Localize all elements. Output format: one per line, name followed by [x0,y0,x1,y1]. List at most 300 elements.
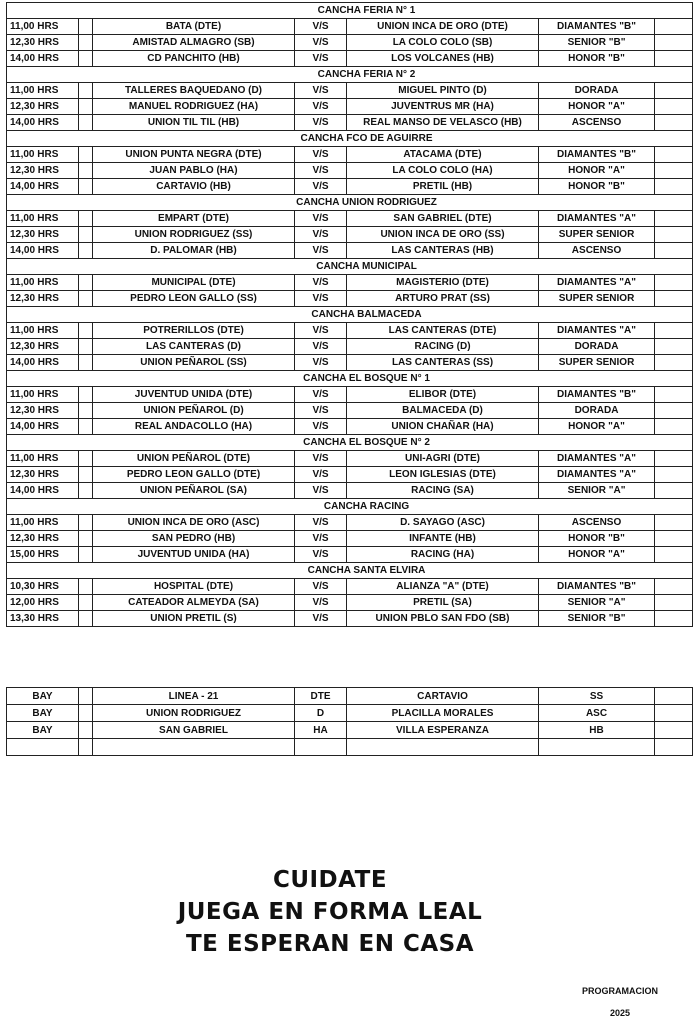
blank-cell [79,611,93,627]
blank-cell [79,739,93,756]
home-team: AMISTAD ALMAGRO (SB) [93,35,295,51]
match-time: 14,00 HRS [7,179,79,195]
blank-cell [655,291,693,307]
match-row [7,275,693,291]
blank-cell [655,739,693,756]
home-team: CARTAVIO (HB) [93,179,295,195]
header-spacer [655,307,693,323]
match-time: 11,00 HRS [7,211,79,227]
programming-footer [570,980,670,1024]
away-team: ARTURO PRAT (SS) [347,291,539,307]
blank-cell [79,705,93,722]
match-category: HONOR "A" [539,547,655,563]
match-time: 11,00 HRS [7,515,79,531]
blank-cell [655,595,693,611]
bay-row [7,688,693,705]
versus-label: V/S [295,147,347,163]
match-time: 12,30 HRS [7,163,79,179]
header-spacer [655,259,693,275]
match-time: 14,00 HRS [7,51,79,67]
home-team: JUVENTUD UNIDA (HA) [93,547,295,563]
versus-label: V/S [295,595,347,611]
bay-empty-row [7,739,693,756]
away-team: UNI-AGRI (DTE) [347,451,539,467]
bay-team: LINEA - 21 [93,688,295,705]
versus-label: V/S [295,275,347,291]
bay-category: HB [539,722,655,739]
match-row [7,115,693,131]
versus-label: V/S [295,163,347,179]
match-category: DIAMANTES "B" [539,19,655,35]
match-category: SENIOR "A" [539,595,655,611]
away-team: RACING (D) [347,339,539,355]
away-team: RACING (SA) [347,483,539,499]
match-time: 11,00 HRS [7,147,79,163]
versus-label: V/S [295,483,347,499]
blank-cell [655,387,693,403]
away-team: ATACAMA (DTE) [347,147,539,163]
versus-label: V/S [295,579,347,595]
blank-cell [655,83,693,99]
match-category: SENIOR "B" [539,611,655,627]
venue-name: CANCHA FCO DE AGUIRRE [79,131,655,147]
blank-cell [79,99,93,115]
blank-cell [93,739,295,756]
match-row [7,515,693,531]
away-team: ALIANZA "A" (DTE) [347,579,539,595]
match-category: SENIOR "B" [539,35,655,51]
blank-cell [655,19,693,35]
bay-team-2: VILLA ESPERANZA [347,722,539,739]
away-team: MAGISTERIO (DTE) [347,275,539,291]
venue-name: CANCHA FERIA N° 1 [79,3,655,19]
match-time: 12,30 HRS [7,35,79,51]
home-team: POTRERILLOS (DTE) [93,323,295,339]
match-category: DIAMANTES "A" [539,451,655,467]
match-row [7,451,693,467]
blank-cell [79,419,93,435]
header-spacer [7,3,79,19]
venue-header-row [7,3,693,19]
versus-label: V/S [295,339,347,355]
match-row [7,595,693,611]
match-row [7,547,693,563]
bay-code: HA [295,722,347,739]
match-time: 12,30 HRS [7,531,79,547]
blank-cell [79,211,93,227]
match-row [7,83,693,99]
venue-name: CANCHA BALMACEDA [79,307,655,323]
versus-label: V/S [295,531,347,547]
blank-cell [7,739,79,756]
closing-message [0,864,660,960]
away-team: PRETIL (SA) [347,595,539,611]
match-category: SUPER SENIOR [539,355,655,371]
blank-cell [655,99,693,115]
home-team: REAL ANDACOLLO (HA) [93,419,295,435]
bay-team-2: CARTAVIO [347,688,539,705]
match-row [7,387,693,403]
versus-label: V/S [295,515,347,531]
bay-table [6,687,693,756]
bay-section [6,687,692,756]
away-team: JUVENTRUS MR (HA) [347,99,539,115]
venue-header-row [7,563,693,579]
match-category: SENIOR "A" [539,483,655,499]
versus-label: V/S [295,99,347,115]
blank-cell [79,51,93,67]
blank-cell [79,531,93,547]
away-team: BALMACEDA (D) [347,403,539,419]
header-spacer [655,499,693,515]
home-team: CATEADOR ALMEYDA (SA) [93,595,295,611]
blank-cell [655,611,693,627]
message-line-2: JUEGA EN FORMA LEAL [177,899,483,925]
match-time: 11,00 HRS [7,83,79,99]
home-team: CD PANCHITO (HB) [93,51,295,67]
blank-cell [655,403,693,419]
venue-name: CANCHA EL BOSQUE N° 1 [79,371,655,387]
bay-code: D [295,705,347,722]
header-spacer [655,67,693,83]
blank-cell [79,515,93,531]
blank-cell [655,483,693,499]
header-spacer [655,195,693,211]
away-team: UNION PBLO SAN FDO (SB) [347,611,539,627]
home-team: BATA (DTE) [93,19,295,35]
match-row [7,403,693,419]
header-spacer [7,563,79,579]
blank-cell [79,595,93,611]
blank-cell [655,227,693,243]
match-time: 14,00 HRS [7,355,79,371]
blank-cell [655,355,693,371]
home-team: HOSPITAL (DTE) [93,579,295,595]
home-team: JUVENTUD UNIDA (DTE) [93,387,295,403]
match-time: 14,00 HRS [7,483,79,499]
venue-name: CANCHA FERIA N° 2 [79,67,655,83]
away-team: UNION CHAÑAR (HA) [347,419,539,435]
away-team: LAS CANTERAS (SS) [347,355,539,371]
versus-label: V/S [295,611,347,627]
home-team: EMPART (DTE) [93,211,295,227]
venue-name: CANCHA EL BOSQUE N° 2 [79,435,655,451]
venue-header-row [7,435,693,451]
match-time: 14,00 HRS [7,115,79,131]
venue-header-row [7,67,693,83]
home-team: PEDRO LEON GALLO (DTE) [93,467,295,483]
match-row [7,163,693,179]
match-row [7,227,693,243]
blank-cell [79,722,93,739]
away-team: UNION INCA DE ORO (DTE) [347,19,539,35]
match-time: 11,00 HRS [7,275,79,291]
match-category: HONOR "B" [539,531,655,547]
bay-team-2: PLACILLA MORALES [347,705,539,722]
away-team: D. SAYAGO (ASC) [347,515,539,531]
away-team: INFANTE (HB) [347,531,539,547]
blank-cell [79,83,93,99]
away-team: LA COLO COLO (SB) [347,35,539,51]
match-category: DIAMANTES "B" [539,147,655,163]
message-line-3: TE ESPERAN EN CASA [185,931,475,957]
match-row [7,611,693,627]
home-team: TALLERES BAQUEDANO (D) [93,83,295,99]
blank-cell [79,115,93,131]
match-time: 10,30 HRS [7,579,79,595]
bay-row [7,705,693,722]
match-category: HONOR "B" [539,51,655,67]
match-row [7,243,693,259]
match-time: 12,30 HRS [7,291,79,307]
bay-category: ASC [539,705,655,722]
blank-cell [655,179,693,195]
away-team: LA COLO COLO (HA) [347,163,539,179]
blank-cell [79,275,93,291]
match-time: 14,00 HRS [7,419,79,435]
match-time: 11,00 HRS [7,19,79,35]
header-spacer [655,3,693,19]
blank-cell [655,515,693,531]
blank-cell [655,339,693,355]
blank-cell [79,227,93,243]
venue-header-row [7,259,693,275]
venue-header-row [7,307,693,323]
blank-cell [79,547,93,563]
bay-row [7,722,693,739]
blank-cell [79,291,93,307]
home-team: UNION PEÑAROL (SA) [93,483,295,499]
venue-header-row [7,131,693,147]
venue-header-row [7,195,693,211]
match-category: DORADA [539,403,655,419]
versus-label: V/S [295,227,347,243]
blank-cell [655,115,693,131]
away-team: LEON IGLESIAS (DTE) [347,467,539,483]
blank-cell [79,355,93,371]
match-time: 12,30 HRS [7,339,79,355]
match-category: HONOR "A" [539,99,655,115]
match-category: DIAMANTES "B" [539,387,655,403]
blank-cell [79,19,93,35]
blank-cell [79,483,93,499]
footer-label: PROGRAMACION [582,986,658,996]
versus-label: V/S [295,403,347,419]
header-spacer [7,131,79,147]
blank-cell [79,35,93,51]
blank-cell [655,35,693,51]
versus-label: V/S [295,419,347,435]
match-category: ASCENSO [539,243,655,259]
blank-cell [295,739,347,756]
match-row [7,355,693,371]
match-category: SUPER SENIOR [539,291,655,307]
match-row [7,323,693,339]
match-row [7,147,693,163]
away-team: LOS VOLCANES (HB) [347,51,539,67]
blank-cell [655,451,693,467]
match-row [7,531,693,547]
versus-label: V/S [295,451,347,467]
home-team: UNION PEÑAROL (D) [93,403,295,419]
versus-label: V/S [295,547,347,563]
match-time: 13,30 HRS [7,611,79,627]
bay-label: BAY [7,688,79,705]
match-category: HONOR "B" [539,179,655,195]
venue-name: CANCHA MUNICIPAL [79,259,655,275]
match-category: ASCENSO [539,115,655,131]
home-team: MANUEL RODRIGUEZ (HA) [93,99,295,115]
match-category: DIAMANTES "A" [539,467,655,483]
blank-cell [655,211,693,227]
header-spacer [7,435,79,451]
away-team: REAL MANSO DE VELASCO (HB) [347,115,539,131]
match-time: 12,30 HRS [7,403,79,419]
bay-code: DTE [295,688,347,705]
away-team: LAS CANTERAS (DTE) [347,323,539,339]
blank-cell [655,323,693,339]
match-category: ASCENSO [539,515,655,531]
bay-team: SAN GABRIEL [93,722,295,739]
blank-cell [79,163,93,179]
match-row [7,19,693,35]
blank-cell [79,688,93,705]
away-team: SAN GABRIEL (DTE) [347,211,539,227]
home-team: PEDRO LEON GALLO (SS) [93,291,295,307]
blank-cell [79,579,93,595]
blank-cell [655,163,693,179]
match-time: 11,00 HRS [7,451,79,467]
blank-cell [655,467,693,483]
blank-cell [79,339,93,355]
match-row [7,99,693,115]
match-row [7,291,693,307]
blank-cell [655,147,693,163]
versus-label: V/S [295,83,347,99]
blank-cell [655,51,693,67]
match-time: 12,30 HRS [7,467,79,483]
venue-header-row [7,499,693,515]
match-row [7,467,693,483]
blank-cell [655,419,693,435]
blank-cell [655,705,693,722]
blank-cell [655,688,693,705]
versus-label: V/S [295,115,347,131]
home-team: MUNICIPAL (DTE) [93,275,295,291]
match-category: SUPER SENIOR [539,227,655,243]
blank-cell [79,147,93,163]
header-spacer [7,67,79,83]
match-category: HONOR "A" [539,419,655,435]
versus-label: V/S [295,387,347,403]
venue-name: CANCHA RACING [79,499,655,515]
blank-cell [79,243,93,259]
match-category: HONOR "A" [539,163,655,179]
venue-name: CANCHA SANTA ELVIRA [79,563,655,579]
home-team: LAS CANTERAS (D) [93,339,295,355]
match-category: DIAMANTES "B" [539,579,655,595]
match-row [7,179,693,195]
versus-label: V/S [295,355,347,371]
blank-cell [79,387,93,403]
match-time: 12,30 HRS [7,227,79,243]
match-category: DORADA [539,339,655,355]
blank-cell [655,531,693,547]
home-team: UNION PRETIL (S) [93,611,295,627]
match-row [7,419,693,435]
bay-label: BAY [7,722,79,739]
versus-label: V/S [295,35,347,51]
match-row [7,483,693,499]
header-spacer [655,435,693,451]
blank-cell [79,323,93,339]
versus-label: V/S [295,467,347,483]
match-time: 12,00 HRS [7,595,79,611]
header-spacer [7,371,79,387]
header-spacer [7,259,79,275]
blank-cell [347,739,539,756]
match-time: 11,00 HRS [7,387,79,403]
match-category: DIAMANTES "A" [539,275,655,291]
header-spacer [7,195,79,211]
match-time: 12,30 HRS [7,99,79,115]
away-team: RACING (HA) [347,547,539,563]
away-team: UNION INCA DE ORO (SS) [347,227,539,243]
schedule-table [6,2,693,627]
venue-name: CANCHA UNION RODRIGUEZ [79,195,655,211]
header-spacer [7,499,79,515]
message-line-1: CUIDATE [272,867,388,893]
home-team: UNION PEÑAROL (SS) [93,355,295,371]
versus-label: V/S [295,243,347,259]
venue-header-row [7,371,693,387]
versus-label: V/S [295,19,347,35]
versus-label: V/S [295,51,347,67]
bay-label: BAY [7,705,79,722]
home-team: SAN PEDRO (HB) [93,531,295,547]
blank-cell [539,739,655,756]
match-category: DORADA [539,83,655,99]
home-team: D. PALOMAR (HB) [93,243,295,259]
blank-cell [79,403,93,419]
header-spacer [7,307,79,323]
blank-cell [79,451,93,467]
bay-team: UNION RODRIGUEZ [93,705,295,722]
blank-cell [655,275,693,291]
blank-cell [655,579,693,595]
blank-cell [79,467,93,483]
header-spacer [655,563,693,579]
blank-cell [79,179,93,195]
away-team: PRETIL (HB) [347,179,539,195]
blank-cell [655,722,693,739]
schedule-sheet [6,2,692,627]
home-team: UNION TIL TIL (HB) [93,115,295,131]
home-team: UNION PUNTA NEGRA (DTE) [93,147,295,163]
match-time: 15,00 HRS [7,547,79,563]
versus-label: V/S [295,179,347,195]
away-team: ELIBOR (DTE) [347,387,539,403]
match-row [7,51,693,67]
bay-category: SS [539,688,655,705]
home-team: UNION INCA DE ORO (ASC) [93,515,295,531]
match-row [7,35,693,51]
home-team: UNION PEÑAROL (DTE) [93,451,295,467]
versus-label: V/S [295,211,347,227]
match-row [7,579,693,595]
home-team: JUAN PABLO (HA) [93,163,295,179]
home-team: UNION RODRIGUEZ (SS) [93,227,295,243]
